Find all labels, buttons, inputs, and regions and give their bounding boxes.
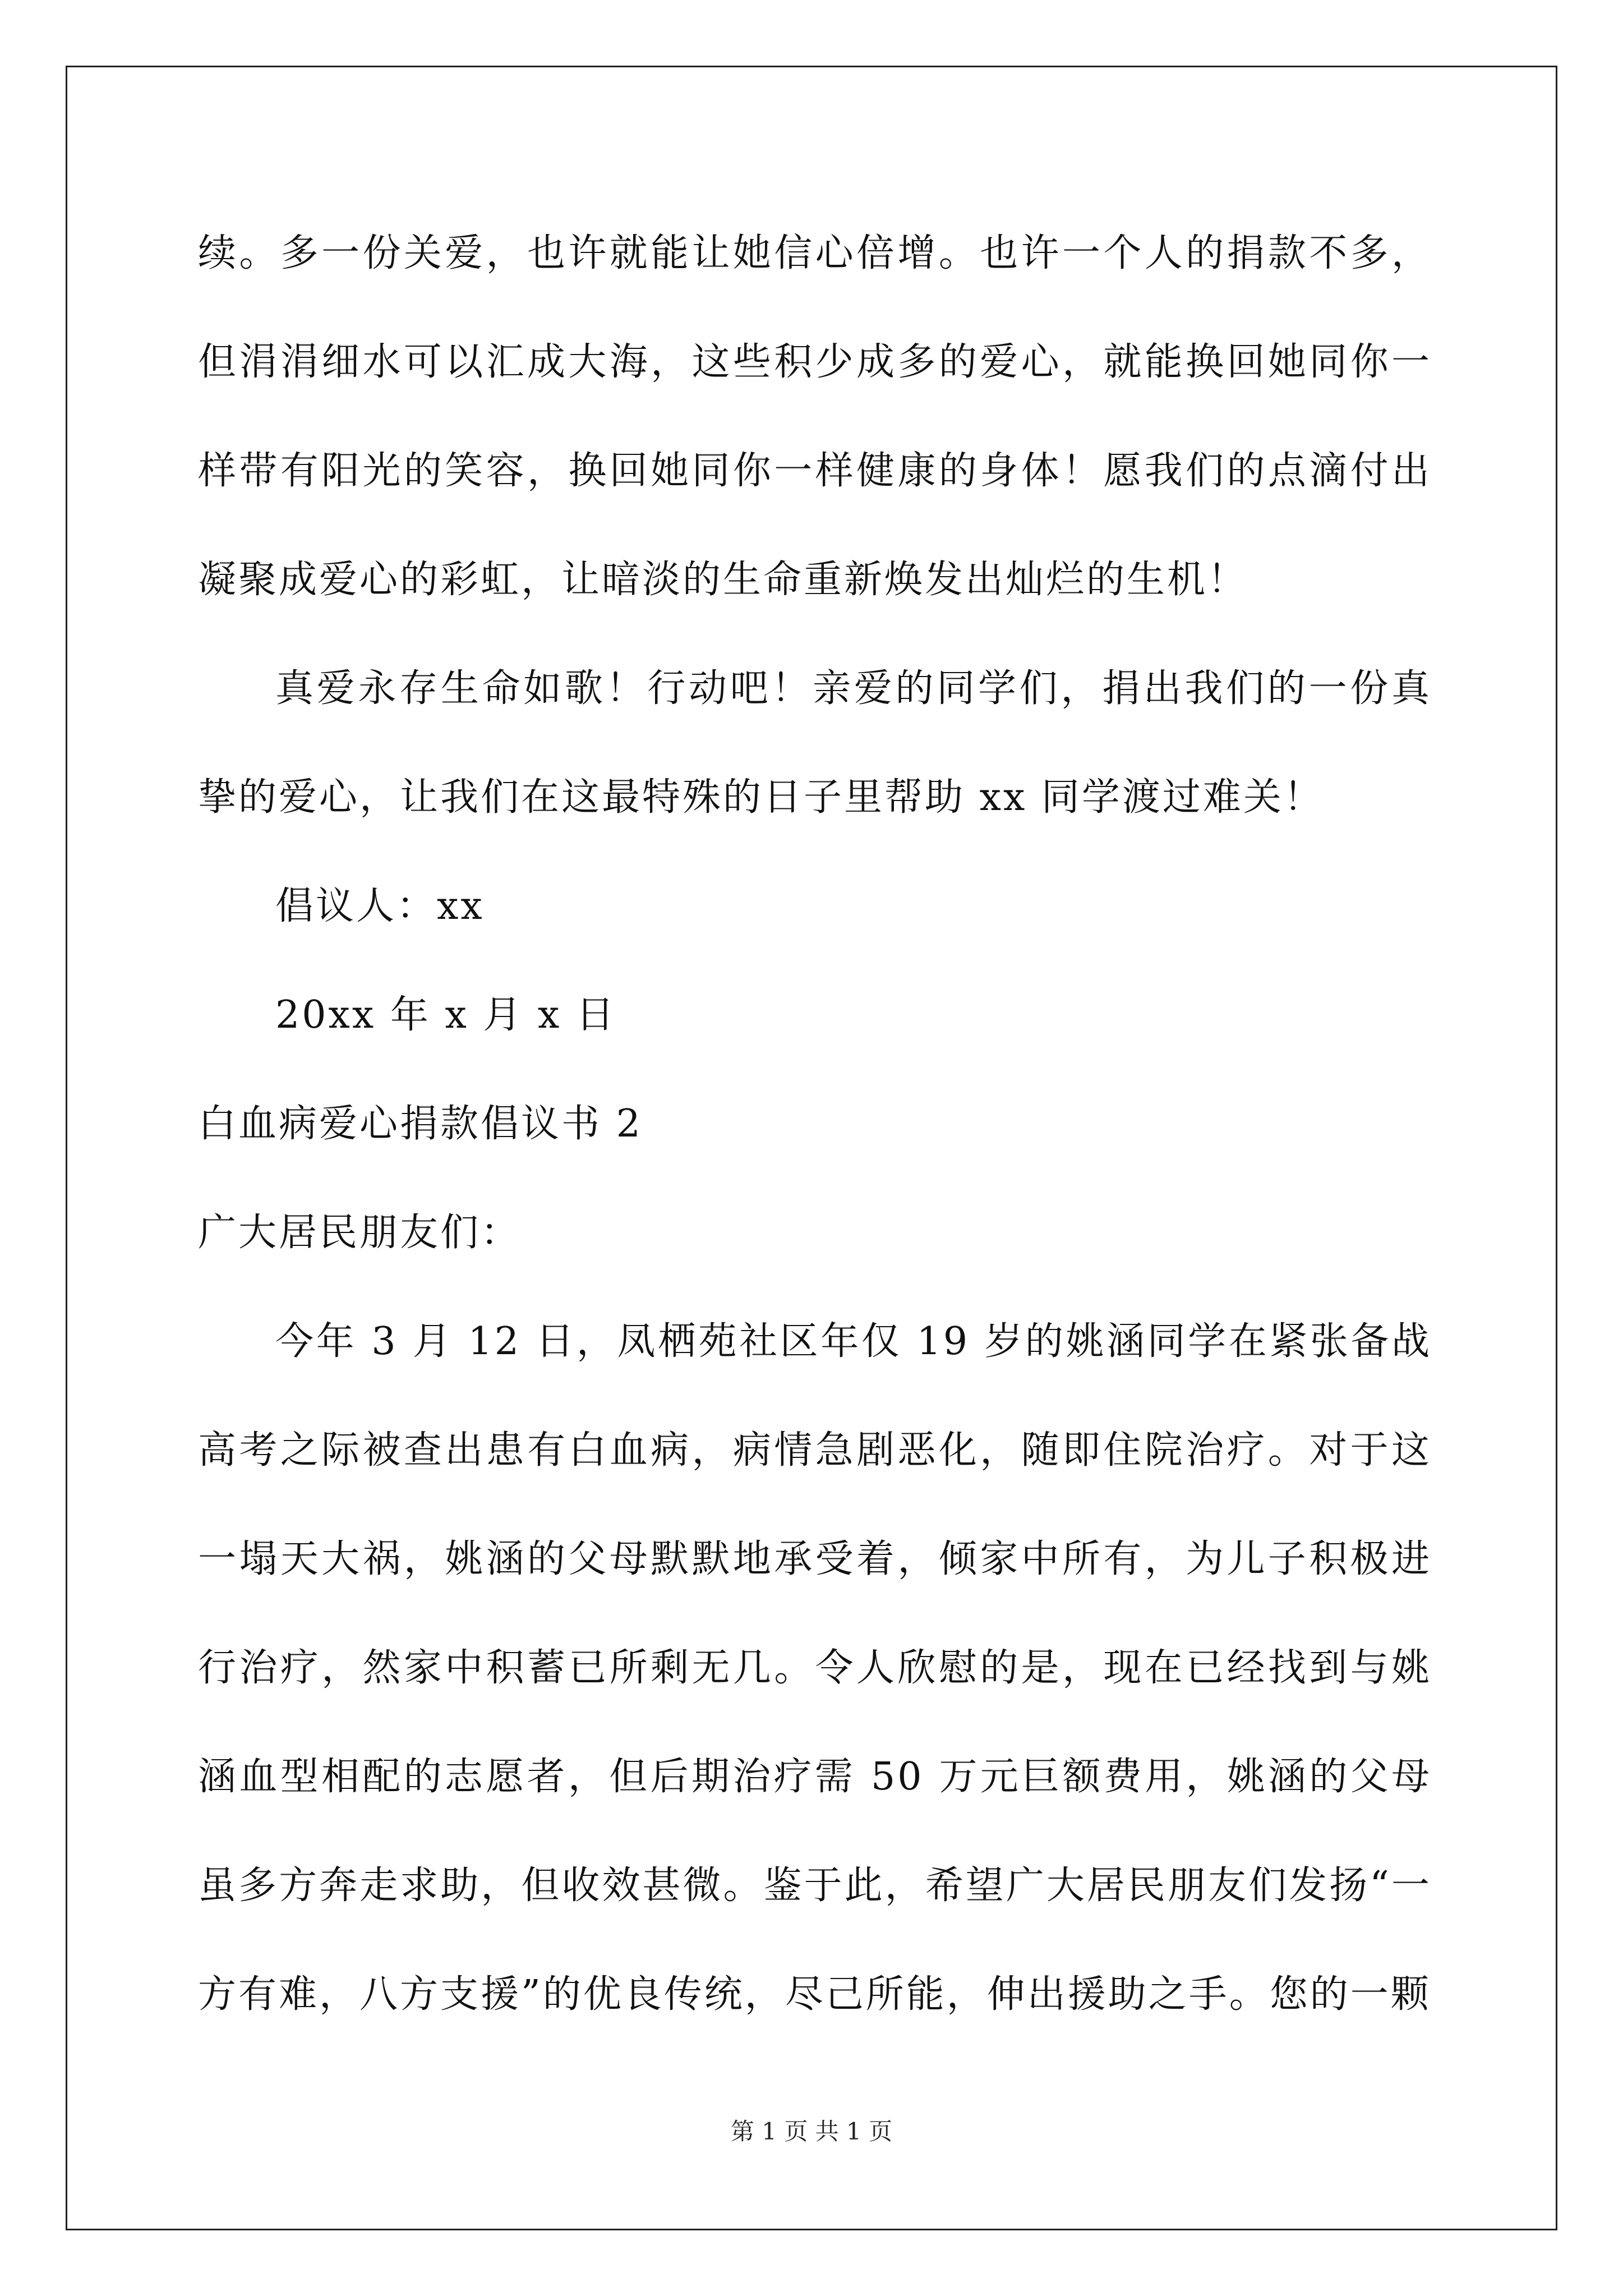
document-body xyxy=(198,199,1432,2049)
page-footer: 第 1 页 共 1 页 xyxy=(730,2118,893,2145)
paragraph-date: 20xx 年 x 月 x 日 xyxy=(275,993,617,1037)
paragraph-appeal-continued: 续。多一份关爱，也许就能让她信心倍增。也许一个人的捐款不多，但涓涓细水可以汇成大海，这些积少成多的爱心，就能换回她同你一样带有阳光的笑容，换回她同你一样健康的身体！愿我们的点滴付出凝聚成爱心的彩虹，让暗淡的生命重新焕发出灿烂的生机！ xyxy=(198,231,1432,602)
paragraph-salutation: 广大居民朋友们： xyxy=(198,1211,522,1255)
paragraph-initiator: 倡议人：xx xyxy=(275,884,485,928)
paragraph-case-description: 今年 3 月 12 日，凤栖苑社区年仅 19 岁的姚涵同学在紧张备战高考之际被查出患有白血病，病情急剧恶化，随即住院治疗。对于这一塌天大祸，姚涵的父母默默地承受着，倾家中所有，为儿子积极进行治疗，然家中积蓄已所剩无几。令人欣慰的是，现在已经找到与姚涵血型相配的志愿者，但后期治疗需 50 万元巨额费用，姚涵的父母虽多方奔走求助，但收效甚微。鉴于此，希望广大居民朋友们发扬“一方有难，八方支援”的优良传统，尽己所能，伸出援助之手。您的一颗 xyxy=(198,1319,1432,2017)
paragraph-call-to-action: 真爱永存生命如歌！行动吧！亲爱的同学们，捐出我们的一份真挚的爱心，让我们在这最特殊的日子里帮助 xx 同学渡过难关！ xyxy=(198,666,1432,820)
document-section-title: 白血病爱心捐款倡议书 2 xyxy=(198,1102,643,1146)
